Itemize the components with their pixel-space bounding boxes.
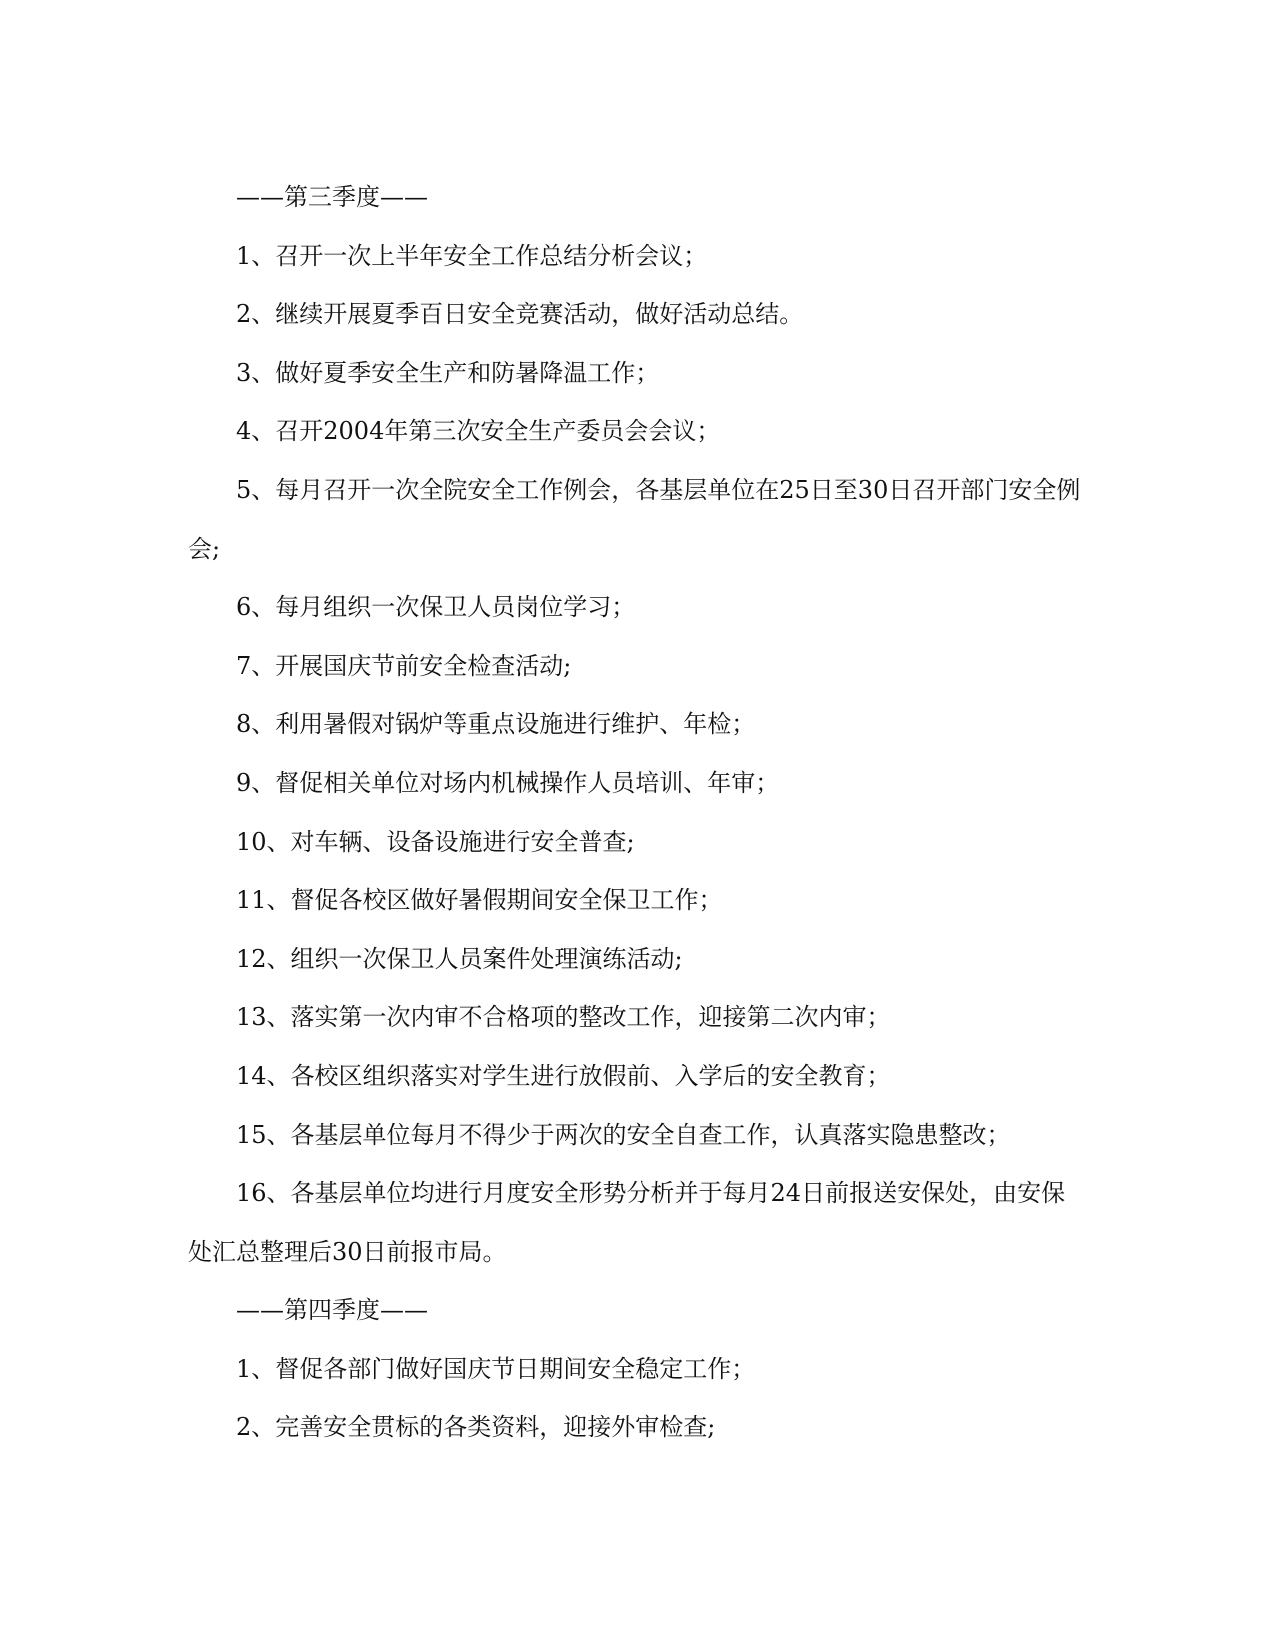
list-item: 12、组织一次保卫人员案件处理演练活动; — [236, 944, 683, 973]
list-item: 4、召开2004年第三次安全生产委员会会议； — [236, 417, 721, 446]
list-item: 7、开展国庆节前安全检查活动; — [236, 651, 572, 680]
list-item: 10、对车辆、设备设施进行安全普查; — [236, 827, 635, 856]
section-heading-q3: ——第三季度—— — [236, 183, 428, 211]
list-item: 3、做好夏季安全生产和防暑降温工作； — [236, 358, 660, 387]
list-item: 5、每月召开一次全院安全工作例会，各基层单位在25日至30日召开部门安全例会; — [188, 475, 1081, 563]
list-item: 15、各基层单位每月不得少于两次的安全自查工作，认真落实隐患整改； — [236, 1120, 1011, 1149]
list-item: 8、利用暑假对锅炉等重点设施进行维护、年检； — [236, 710, 756, 739]
list-item: 2、继续开展夏季百日安全竞赛活动，做好活动总结。 — [236, 300, 804, 329]
list-item: 11、督促各校区做好暑假期间安全保卫工作； — [236, 886, 723, 915]
list-item: 2、完善安全贯标的各类资料，迎接外审检查; — [236, 1413, 716, 1442]
section-heading-q4: ——第四季度—— — [236, 1296, 428, 1325]
document-body — [188, 168, 1088, 1457]
list-item: 1、督促各部门做好国庆节日期间安全稳定工作； — [236, 1354, 756, 1383]
list-item: 6、每月组织一次保卫人员岗位学习； — [236, 593, 636, 622]
list-item: 16、各基层单位均进行月度安全形势分析并于每月24日前报送安保处，由安保处汇总整理后30日前报市局。 — [188, 1179, 1066, 1266]
list-item: 14、各校区组织落实对学生进行放假前、入学后的安全教育； — [236, 1061, 891, 1090]
list-item: 9、督促相关单位对场内机械操作人员培训、年审； — [236, 768, 780, 797]
list-item: 13、落实第一次内审不合格项的整改工作，迎接第二次内审； — [236, 1003, 891, 1032]
list-item: 1、召开一次上半年安全工作总结分析会议； — [236, 241, 708, 270]
